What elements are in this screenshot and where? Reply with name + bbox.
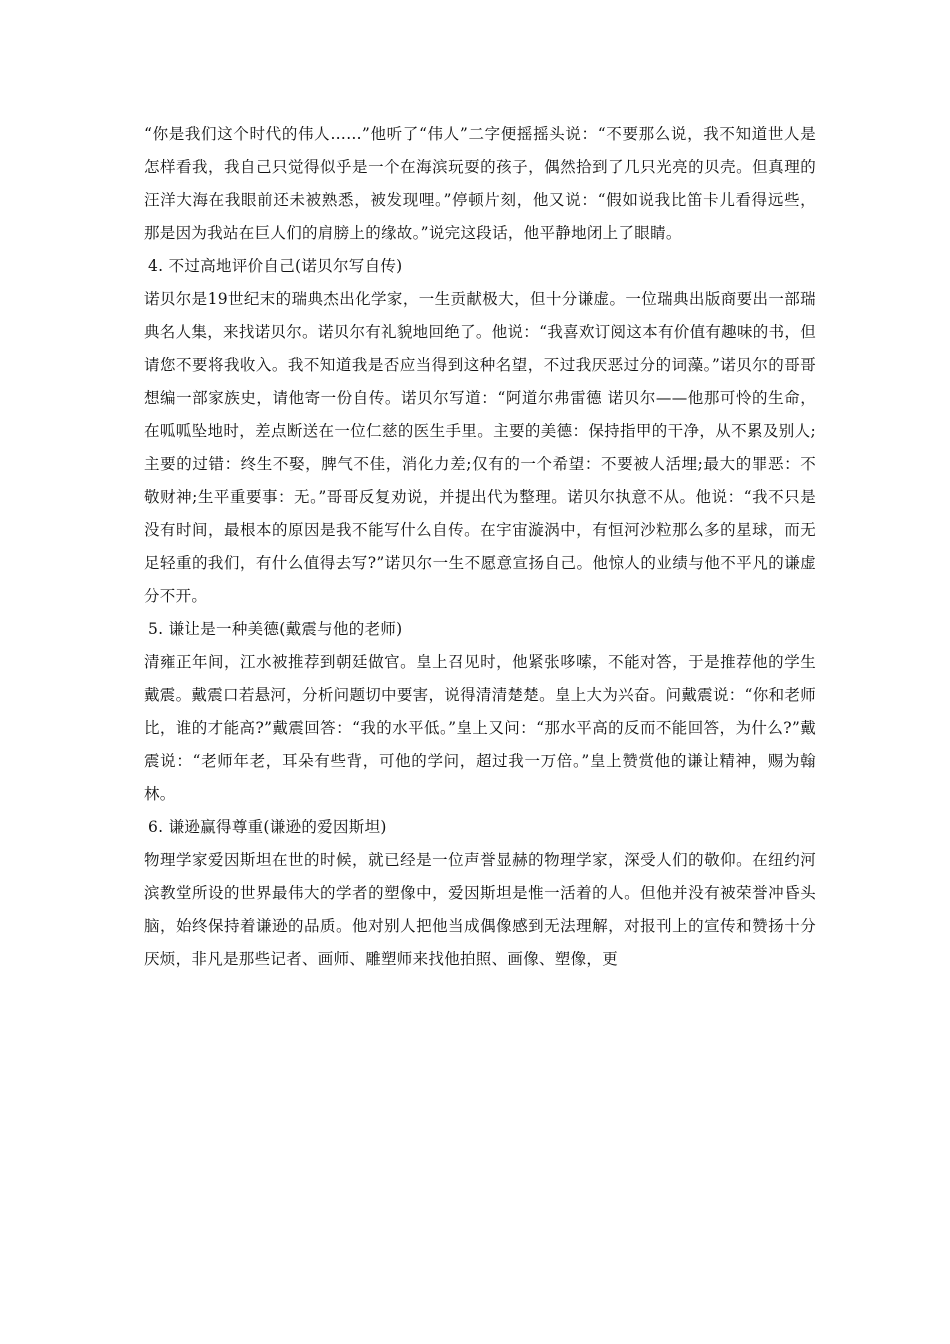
paragraph-einstein: 物理学家爱因斯坦在世的时候，就已经是一位声誉显赫的物理学家，深受人们的敬仰。在纽约河滨教堂所设的世界最伟大的学者的塑像中，爱因斯坦是惟一活着的人。但他并没有被荣誉冲昏头脑，始终保持着谦逊的品质。他对别人把他当成偶像感到无法理解，对报刊上的宣传和赞扬十分厌烦，非凡是那些记者、画师、雕塑师来找他拍照、画像、塑像，更 <box>144 851 816 968</box>
paragraph-newton-quote: “你是我们这个时代的伟人……”他听了“伟人”二字便摇摇头说：“不要那么说，我不知道世人是怎样看我，我自己只觉得似乎是一个在海滨玩耍的孩子，偶然拾到了几只光亮的贝壳。但真理的汪洋大海在我眼前还未被熟悉，被发现哩。”停顿片刻，他又说：“假如说我比笛卡儿看得远些，那是因为我站在巨人们的肩膀上的缘故。”说完这段话，他平静地闭上了眼睛。 <box>144 125 816 242</box>
section-heading-4: 4. 不过高地评价自己(诺贝尔写自传) <box>148 257 403 275</box>
section-heading-6: 6. 谦逊赢得尊重(谦逊的爱因斯坦) <box>148 818 387 836</box>
paragraph-dai-zhen: 清雍正年间，江水被推荐到朝廷做官。皇上召见时，他紧张哆嗦，不能对答，于是推荐他的学生戴震。戴震口若悬河，分析问题切中要害，说得清清楚楚。皇上大为兴奋。问戴震说：“你和老师比，谁的才能高?”戴震回答：“我的水平低。”皇上又问：“那水平高的反而不能回答，为什么?”戴震说：“老师年老，耳朵有些背，可他的学问，超过我一万倍。”皇上赞赏他的谦让精神，赐为翰林。 <box>144 653 816 803</box>
document-body <box>144 118 816 976</box>
paragraph-nobel: 诺贝尔是19世纪末的瑞典杰出化学家，一生贡献极大，但十分谦虚。一位瑞典出版商要出一部瑞典名人集，来找诺贝尔。诺贝尔有礼貌地回绝了。他说：“我喜欢订阅这本有价值有趣味的书，但请您不要将我收入。我不知道我是否应当得到这种名望，不过我厌恶过分的词藻。”诺贝尔的哥哥想编一部家族史，请他寄一份自传。诺贝尔写道：“阿道尔弗雷德 诺贝尔——他那可怜的生命，在呱呱坠地时，差点断送在一位仁慈的医生手里。主要的美德：保持指甲的干净，从不累及别人;主要的过错：终生不娶，脾气不佳，消化力差;仅有的一个希望：不要被人活埋;最大的罪恶：不敬财神;生平重要事：无。”哥哥反复劝说，并提出代为整理。诺贝尔执意不从。他说：“我不只是没有时间，最根本的原因是我不能写什么自传。在宇宙漩涡中，有恒河沙粒那么多的星球，而无足轻重的我们，有什么值得去写?”诺贝尔一生不愿意宣扬自己。他惊人的业绩与他不平凡的谦虚分不开。 <box>144 290 816 605</box>
section-heading-5: 5. 谦让是一种美德(戴震与他的老师) <box>148 620 403 638</box>
